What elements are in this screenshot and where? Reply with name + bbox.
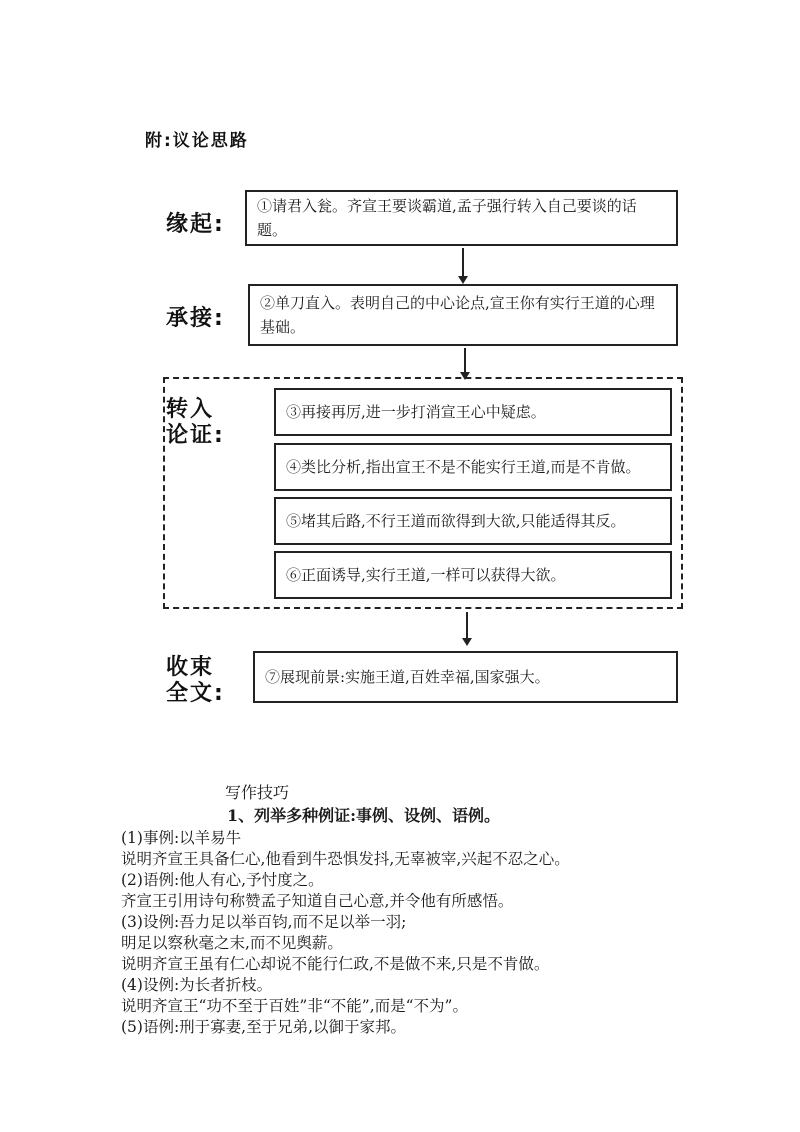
flow-box-6 xyxy=(274,551,672,599)
stage-label-conclusion xyxy=(166,655,225,707)
tip-line: (5)语例:刑于寡妻,至于兄弟,以御于家邦。 xyxy=(121,1018,407,1036)
tips-title: 写作技巧 xyxy=(225,783,290,802)
flow-box-4 xyxy=(274,443,672,491)
flow-box-text: ⑥正面诱导,实行王道,一样可以获得大欲。 xyxy=(286,566,566,584)
down-arrow-icon xyxy=(462,248,464,282)
flow-box-text: ①请君入瓮。齐宣王要谈霸道,孟子强行转入自己要谈的话题。 xyxy=(257,197,637,239)
tip-line: (4)设例:为长者折枝。 xyxy=(121,976,273,994)
diagram-heading: 附:议论思路 xyxy=(145,131,249,151)
stage-label-origin xyxy=(166,212,225,238)
flow-box-text: ⑤堵其后路,不行王道而欲得到大欲,只能适得其反。 xyxy=(286,512,626,530)
stage-label-line: 论证: xyxy=(166,423,225,448)
flow-box-text: ②单刀直入。表明自己的中心论点,宣王你有实行王道的心理基础。 xyxy=(260,294,655,336)
stage-label-continue xyxy=(166,306,225,332)
stage-label-line: 收束 xyxy=(166,655,215,680)
stage-label-line: 转入 xyxy=(166,397,215,422)
flow-box-1 xyxy=(245,190,678,246)
tip-line: 说明齐宣王具备仁心,他看到牛恐惧发抖,无辜被宰,兴起不忍之心。 xyxy=(121,850,570,868)
flow-box-text: ⑦展现前景:实施王道,百姓幸福,国家强大。 xyxy=(265,668,550,686)
stage-label-argument xyxy=(166,397,225,449)
flow-box-text: ④类比分析,指出宣王不是不能实行王道,而是不肯做。 xyxy=(286,458,641,476)
flow-box-2 xyxy=(248,284,678,346)
stage-label-line: 全文: xyxy=(166,681,225,706)
tip-line: 明足以察秋毫之末,而不见舆薪。 xyxy=(121,934,343,952)
tip-line: 说明齐宣王“功不至于百姓”非“不能”,而是“不为”。 xyxy=(121,997,468,1015)
tip-line: 齐宣王引用诗句称赞孟子知道自己心意,并令他有所感悟。 xyxy=(121,892,514,910)
flow-box-7 xyxy=(253,651,678,703)
tip-line: (1)事例:以羊易牛 xyxy=(121,829,242,847)
tips-subtitle: 1、列举多种例证:事例、设例、语例。 xyxy=(227,806,501,825)
stage-label-line: 缘起: xyxy=(166,212,225,237)
tip-line: 说明齐宣王虽有仁心却说不能行仁政,不是做不来,只是不肯做。 xyxy=(121,955,550,973)
down-arrow-icon xyxy=(466,612,468,644)
flow-box-5 xyxy=(274,497,672,545)
tip-line: (2)语例:他人有心,予忖度之。 xyxy=(121,871,324,889)
stage-label-line: 承接: xyxy=(166,306,225,331)
down-arrow-icon xyxy=(464,348,466,378)
flow-box-3 xyxy=(274,388,672,436)
tip-line: (3)设例:吾力足以举百钧,而不足以举一羽; xyxy=(121,913,407,931)
flow-box-text: ③再接再厉,进一步打消宣王心中疑虑。 xyxy=(286,403,546,421)
